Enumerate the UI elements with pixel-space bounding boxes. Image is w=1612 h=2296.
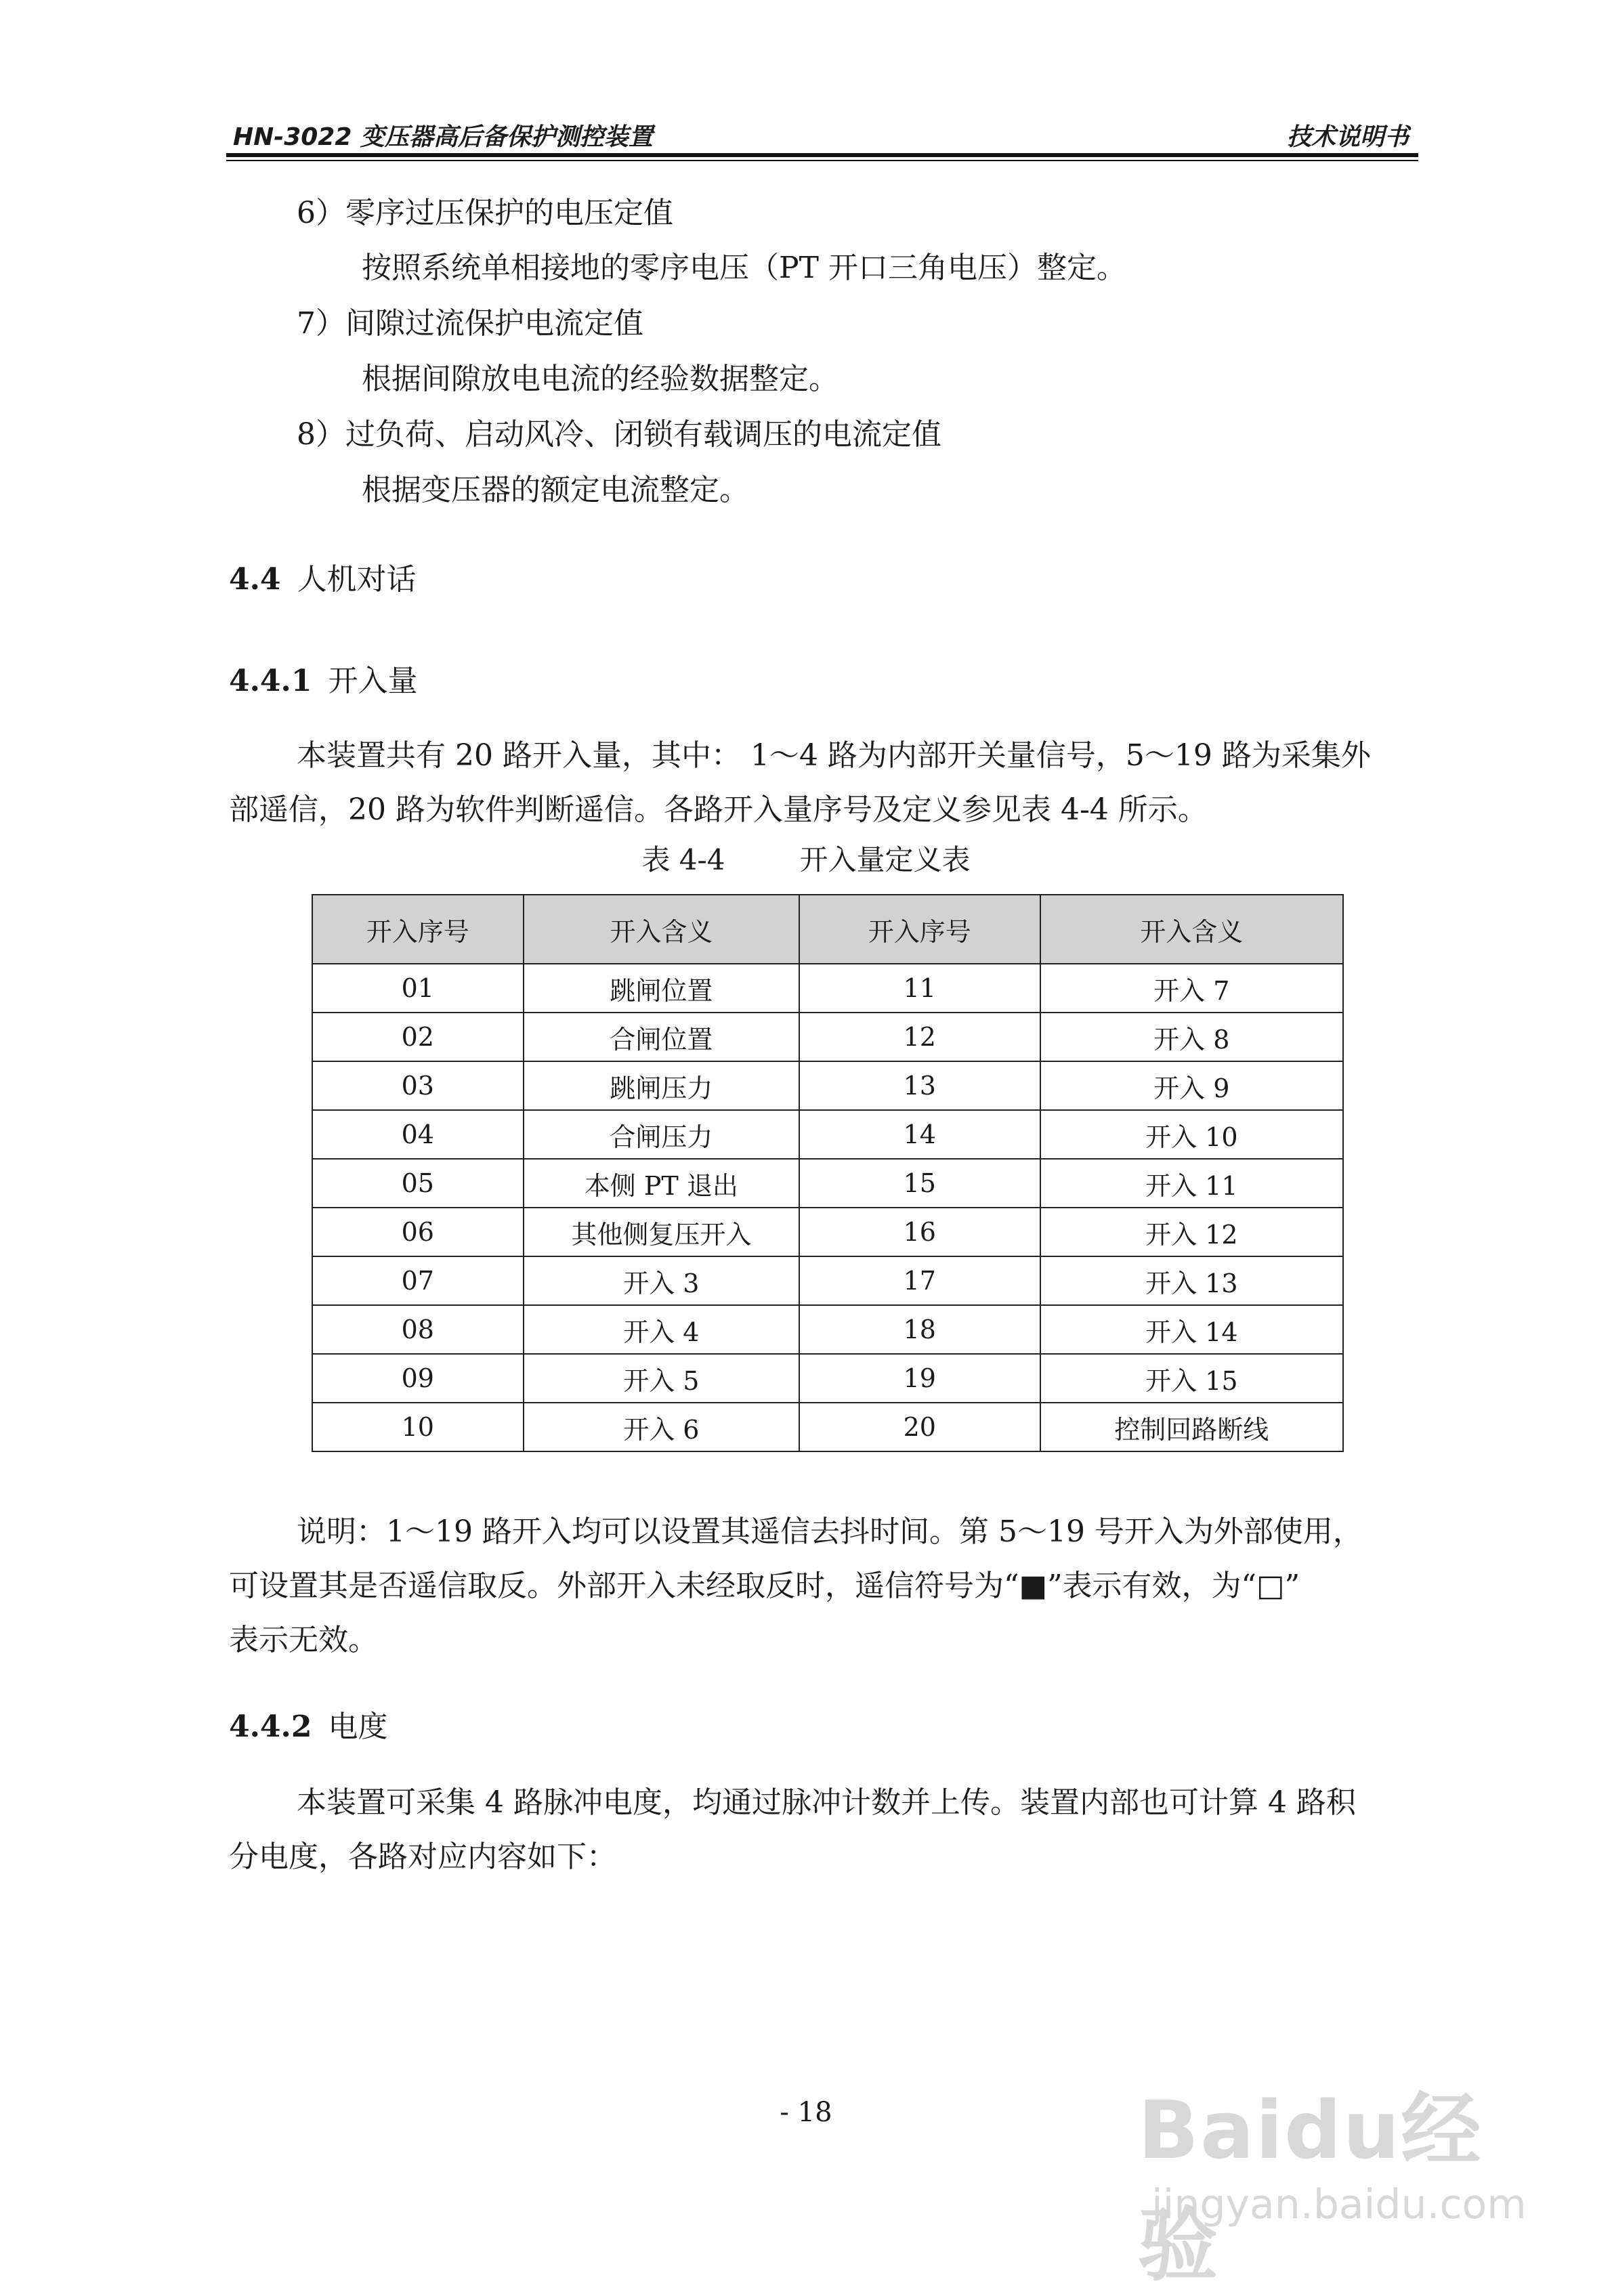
table-cell: 03 (312, 1061, 524, 1110)
table-cell: 合闸位置 (524, 1013, 799, 1061)
header-cell: 开入含义 (1040, 895, 1343, 964)
page-header (226, 115, 1418, 156)
note-line-3: 表示无效。 (229, 1623, 378, 1657)
table-cell: 合闸压力 (524, 1110, 799, 1159)
table-cell: 开入 14 (1040, 1305, 1343, 1354)
table-cell: 其他侧复压开入 (524, 1208, 799, 1256)
table-cell: 跳闸位置 (524, 964, 799, 1013)
table-cell: 开入 3 (524, 1256, 799, 1305)
table-cell: 开入 12 (1040, 1208, 1343, 1256)
sub1-para-line-2: 部遥信，20 路为软件判断遥信。各路开入量序号及定义参见表 4-4 所示。 (229, 792, 1208, 827)
baidu-watermark (1111, 2045, 1544, 2292)
section-number: 4.4 (229, 562, 281, 597)
section-title: 人机对话 (297, 562, 417, 597)
table-cell: 12 (799, 1013, 1040, 1061)
table-cell: 开入 6 (524, 1403, 799, 1451)
table-cell: 01 (312, 964, 524, 1013)
item-8-title: 8）过负荷、启动风冷、闭锁有载调压的电流定值 (297, 417, 941, 452)
subsection-heading-2 (229, 1707, 387, 1747)
subsection-heading-1 (229, 661, 417, 702)
table-caption (0, 840, 1612, 880)
table-row (312, 1354, 1343, 1403)
table-cell: 07 (312, 1256, 524, 1305)
header-title: HN-3022 变压器高后备保护测控装置 (233, 123, 653, 151)
table-cell: 16 (799, 1208, 1040, 1256)
table-cell: 05 (312, 1159, 524, 1208)
table-cell: 08 (312, 1305, 524, 1354)
table-cell: 开入 13 (1040, 1256, 1343, 1305)
subsection-1-number: 4.4.1 (229, 664, 312, 698)
subsection-2-title: 电度 (328, 1709, 388, 1744)
input-definition-table (312, 894, 1344, 1452)
header-doc-type: 技术说明书 (1286, 123, 1409, 151)
item-6-title: 6）零序过压保护的电压定值 (297, 196, 673, 230)
item-7-title: 7）间隙过流保护电流定值 (297, 306, 643, 341)
sub2-para-line-2: 分电度，各路对应内容如下： (229, 1840, 616, 1874)
table-cell: 19 (799, 1354, 1040, 1403)
table-cell: 开入 4 (524, 1305, 799, 1354)
table-cell: 跳闸压力 (524, 1061, 799, 1110)
table-row (312, 1061, 1343, 1110)
table-row (312, 1256, 1343, 1305)
section-heading (229, 559, 417, 600)
table-header-row (312, 895, 1343, 964)
table-cell: 开入 15 (1040, 1354, 1343, 1403)
table-cell: 开入 9 (1040, 1061, 1343, 1110)
table-cell: 本侧 PT 退出 (524, 1159, 799, 1208)
item-7-desc: 根据间隙放电电流的经验数据整定。 (362, 362, 839, 396)
table-cell: 20 (799, 1403, 1040, 1451)
table-caption-number: 表 4-4 (641, 843, 725, 876)
table-cell: 开入 7 (1040, 964, 1343, 1013)
table-cell: 10 (312, 1403, 524, 1451)
table-row (312, 1403, 1343, 1451)
table-row (312, 964, 1343, 1013)
page-number: - 18 (780, 2097, 832, 2128)
watermark-brand: Baidu经验 (1138, 2083, 1483, 2292)
table-row (312, 1110, 1343, 1159)
table-cell: 06 (312, 1208, 524, 1256)
table-cell: 开入 11 (1040, 1159, 1343, 1208)
table-row (312, 1305, 1343, 1354)
table-cell: 15 (799, 1159, 1040, 1208)
header-cell: 开入序号 (799, 895, 1040, 964)
note-line-2: 可设置其是否遥信取反。外部开入未经取反时，遥信符号为“■”表示有效，为“□” (229, 1569, 1300, 1603)
table-cell: 02 (312, 1013, 524, 1061)
header-cell: 开入含义 (524, 895, 799, 964)
watermark-url: jingyan.baidu.com (1151, 2181, 1527, 2228)
table-cell: 开入 10 (1040, 1110, 1343, 1159)
table-row (312, 1208, 1343, 1256)
note-line-1: 说明：1～19 路开入均可以设置其遥信去抖时间。第 5～19 号开入为外部使用， (297, 1514, 1363, 1549)
item-8-desc: 根据变压器的额定电流整定。 (362, 473, 749, 507)
item-6-desc: 按照系统单相接地的零序电压（PT 开口三角电压）整定。 (362, 251, 1126, 285)
subsection-1-title: 开入量 (328, 664, 418, 698)
header-rule-thin (226, 160, 1418, 161)
table-cell: 开入 8 (1040, 1013, 1343, 1061)
table-cell: 开入 5 (524, 1354, 799, 1403)
table-cell: 14 (799, 1110, 1040, 1159)
table-caption-title: 开入量定义表 (799, 843, 971, 876)
table-cell: 11 (799, 964, 1040, 1013)
header-cell: 开入序号 (312, 895, 524, 964)
table-cell: 04 (312, 1110, 524, 1159)
table-cell: 09 (312, 1354, 524, 1403)
table-cell: 18 (799, 1305, 1040, 1354)
table-row (312, 1013, 1343, 1061)
table-cell: 13 (799, 1061, 1040, 1110)
table-cell: 17 (799, 1256, 1040, 1305)
sub2-para-line-1: 本装置可采集 4 路脉冲电度，均通过脉冲计数并上传。装置内部也可计算 4 路积 (297, 1785, 1356, 1820)
sub1-para-line-1: 本装置共有 20 路开入量，其中： 1～4 路为内部开关量信号，5～19 路为采集外 (297, 738, 1371, 773)
header-rule (226, 153, 1418, 157)
table-row (312, 1159, 1343, 1208)
table-cell: 控制回路断线 (1040, 1403, 1343, 1451)
subsection-2-number: 4.4.2 (229, 1709, 312, 1744)
